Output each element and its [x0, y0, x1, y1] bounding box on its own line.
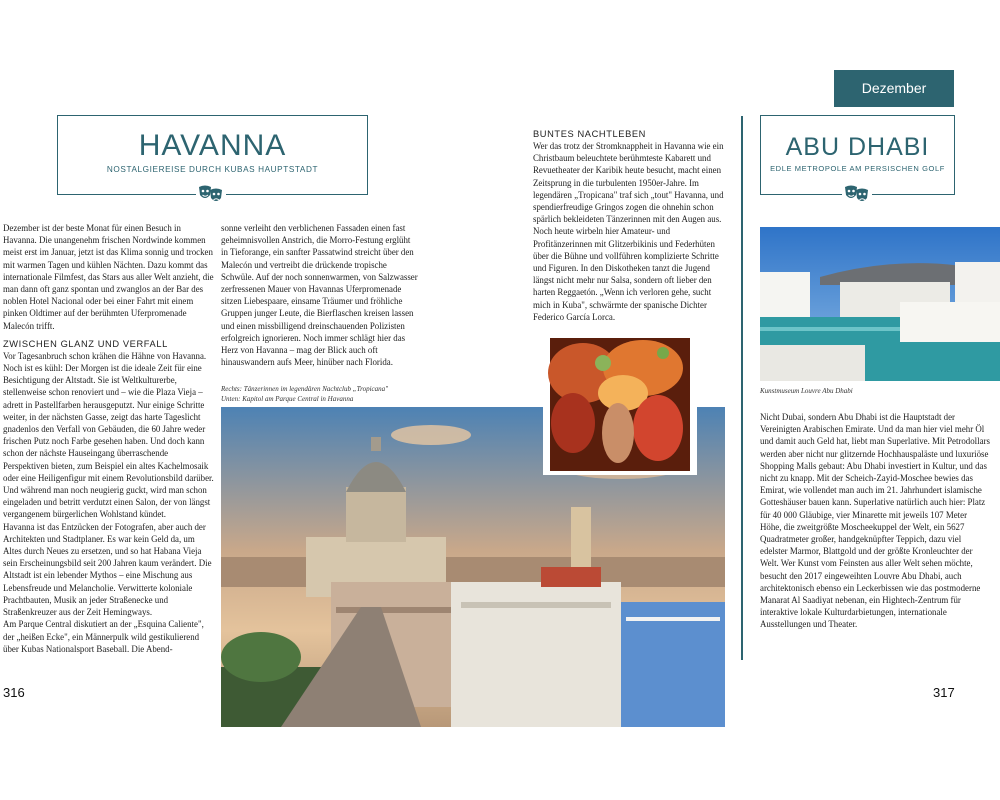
havanna-paragraph-2: Vor Tagesanbruch schon krähen die Hähne von Havanna. Noch ist es kühl: Der Morgen ist die ideale Zeit für eine Besichtigung der Altstadt. Sie ist Weltkulturerbe, stellenweise schon renoviert und – wie die Plaza Vieja – adrett in Pastellfarben herausgeputzt. Nur einige Schritte weiter, in der nächsten Gasse, zeigt das harte Tageslicht gnadenlos den Verfall von Gebäuden, die 60 Jahre weder frischen Putz noch Farbe gesehen haben. Und doch kann schon der nächste Hauseingang überraschende Perspektiven bieten, zum Beispiel ein altes Kachelmosaik oder eine Heiligenfigur mit einem Revolutionsbild darüber. Und während man noch neugierig guckt, wird man schon eingeladen und betritt verdutzt einen Salon, der von längst vergangenem bürgerlichen Wohlstand kündet. — [3, 350, 214, 520]
havanna-title: HAVANNA — [138, 129, 287, 162]
havanna-paragraph-3: Havanna ist das Entzücken der Fotografen, aber auch der Architekten und Stadtplaner. Es war kein Geld da, um Altes durch Neues zu ersetzen, und so hat Habana Vieja sein Erscheinungsbild seit 200 Jahren kaum verändert. Die Altstadt ist ein lebender Mythos – eine Mischung aus Lebensfreude und Melancholie. Verwitterte koloniale Prachtbauten, Musik an jeder Straßenecke und Straßenkreuzer aus der Zeit Hemingways. — [3, 521, 212, 618]
caption-kapitol: Unten: Kapitol am Parque Central in Havanna — [221, 395, 354, 403]
page-number-right: 317 — [933, 685, 955, 700]
section-heading-glanz: ZWISCHEN GLANZ UND VERFALL — [3, 338, 168, 349]
divider-line — [741, 116, 743, 660]
abudhabi-subtitle: EDLE METROPOLE AM PERSISCHEN GOLF — [770, 164, 945, 173]
abudhabi-paragraph: Nicht Dubai, sondern Abu Dhabi ist die Hauptstadt der Vereinigten Arabischen Emirate. Und da man hier viel mehr Öl und damit auch Geld hat, liebt man Superlative. Mit Petrodollars werden aber nicht nur glitzernde Hochhauspaläste und luxuriöse Shopping Malls gebaut: Abu Dhabi investiert in Kultur, und das nicht zu knapp. Mit der Scheich-Zayid-Moschee bewies das Emirat, wie vollendet man auch im 21. Jahrhundert islamische Gotteshäuser bauen kann. Superlative natürlich auch hier: Platz für 40 000 Gläubige, vier Minarette mit jeweils 107 Meter Höhe, die zweitgrößte Moscheekuppel der Welt, ein 5627 Quadratmeter großer, handgeknüpfter Teppich, dazu viel edelster Marmor, Blattgold und der größte Kronleuchter der Welt. Wer Kunst vom Feinsten aus aller Welt sehen möchte, besucht den 2017 eingeweihten Louvre Abu Dhabi, auch architektonisch ebenso ein Leckerbissen wie das postmoderne Manarat Al Saadiyat nebenan, ein Hightech-Zentrum für interaktive lokale Kulturdarbietungen, internationale Ausstellungen und Theater. — [760, 412, 990, 630]
photo-captions — [221, 384, 421, 404]
havanna-column-1 — [3, 222, 214, 655]
tropicana-dancers-photo — [543, 333, 697, 475]
caption-louvre: Kunstmuseum Louvre Abu Dhabi — [760, 387, 853, 395]
havanna-intro-paragraph: Dezember ist der beste Monat für einen Besuch in Havanna. Die unangenehm frischen Nordwinde kommen meist erst im Januar, jetzt ist das Klima sonnig und trocken mit warmen Tagen und kühlen Nächten. Dazu kommt das internationale Filmfest, das Stars aus aller Welt anzieht, die man dann oft ganz spontan und zwanglos an der Bar des noblen Hotel Nacional oder bei einer Fahrt mit einem pinken Oldtimer auf der berühmten Uferpromenade Malecón trifft. — [3, 223, 214, 331]
havanna-column-3 — [533, 128, 725, 323]
theatre-masks-icon — [196, 182, 226, 206]
nachtleben-paragraph: Wer das trotz der Stromknappheit in Havanna wie ein Christbaum beleuchtete berühmteste Kabarett und Revuetheater der Karibik heute besucht, macht einen Zeitsprung in die turbulenten 1950er-Jahre. Im legendären „Tropicana" traf sich „tout" Havanna, und spendierfreudige Gringos zogen die ohnehin schon spärlich bekleideten Tänzerinnen mit den Augen aus. Noch heute wirbeln hier Amateur- und Profitänzerinnen mit Glitzerbikinis und Federhüten über die Bühne und vollführen komplizierte Schritte und Figuren. In den Diskotheken tanzt die Jugend längst nicht mehr nur Salsa, sondern oft lieber den harten Reggaetón. „Wenn ich verloren gehe, sucht mich in Kuba", schwärmte der spanische Dichter Federico García Lorca. — [533, 141, 724, 322]
section-heading-nachtleben: BUNTES NACHTLEBEN — [533, 129, 647, 139]
abudhabi-column — [760, 411, 990, 631]
havanna-paragraph-5: sonne verleiht den verblichenen Fassaden einen fast geheimnisvollen Anstrich, die Morro-Festung erglüht in Tieforange, ein sanfter Passatwind streicht über den Malecón und vertreibt die drückende tropische Schwüle. Auf der noch sonnenwarmen, von Salzwasser zerfressenen Mauer von Havannas Uferpromenade sitzen Liebespaare, einsame Träumer und fröhliche Gruppen junger Leute, die Bierflaschen kreisen lassen und einen missbilligend dreinschauenden Polizisten erfolgreich ignorieren. Noch immer schlägt hier das Herz von Havanna – mag der Blick auch oft hinauswandern aufs Meer, hinüber nach Florida. — [221, 223, 418, 368]
page-number-left: 316 — [3, 685, 25, 700]
theatre-masks-icon-right — [842, 182, 872, 206]
havanna-column-2 — [221, 222, 419, 368]
havanna-subtitle: NOSTALGIEREISE DURCH KUBAS HAUPTSTADT — [106, 165, 319, 174]
caption-tropicana: Rechts: Tänzerinnen im legendären Nachtclub „Tropicana" — [221, 385, 389, 393]
louvre-abu-dhabi-photo — [760, 227, 1000, 381]
month-tab: Dezember — [834, 70, 954, 107]
abudhabi-title: ABU DHABI — [785, 133, 930, 161]
havanna-paragraph-4: Am Parque Central diskutiert an der „Esquina Caliente", der „heißen Ecke", ein Männerpulk wild gestikulierend über Kubas Nationalsport Baseball. Die Abend- — [3, 619, 204, 654]
